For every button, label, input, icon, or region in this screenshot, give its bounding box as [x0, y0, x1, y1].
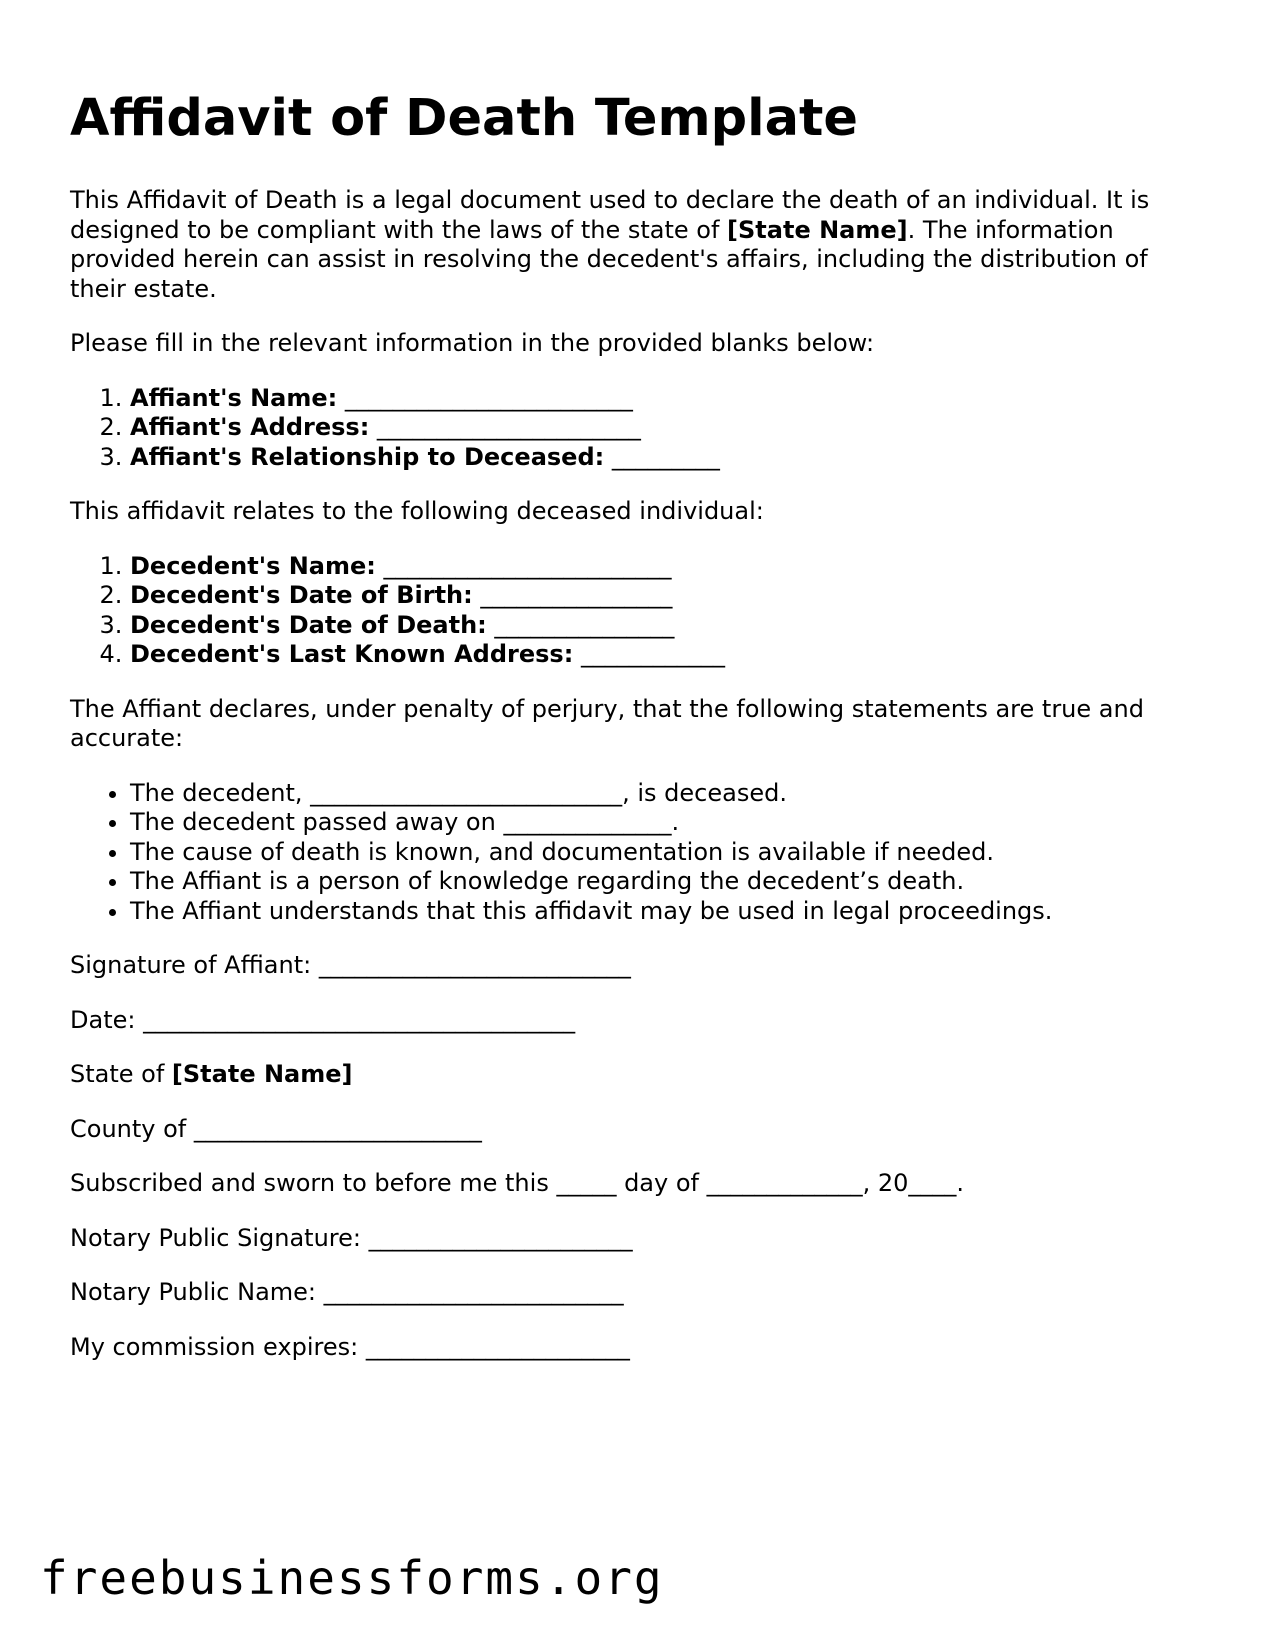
statement-item: • The cause of death is known, and documentation is available if needed.: [130, 838, 1200, 868]
decedent-dob-field: [130, 581, 1200, 611]
state-line: [70, 1060, 1200, 1090]
notary-signature-line: Notary Public Signature: ______________________: [70, 1223, 633, 1252]
statement-item: • The Affiant understands that this affidavit may be used in legal proceedings.: [130, 897, 1200, 927]
decedent-intro: This affidavit relates to the following deceased individual:: [70, 497, 764, 525]
document-page: [70, 88, 1200, 1387]
intro-text-2: . The information provided herein can assist in resolving the decedent's affairs, including the distribution of their estate.: [70, 215, 1148, 303]
affiant-relationship-field: [130, 443, 1200, 473]
statements-list: [70, 779, 1200, 927]
state-prefix: State of: [70, 1060, 172, 1088]
decedent-name-field: [130, 552, 1200, 582]
document-title: Affidavit of Death Template: [70, 89, 859, 148]
field-label: Decedent's Last Known Address:: [130, 640, 574, 668]
sworn-line: Subscribed and sworn to before me this _____ day of _____________, 20____.: [70, 1169, 965, 1197]
intro-state-name: [State Name]: [727, 215, 908, 244]
affiant-fields-list: [70, 384, 1200, 473]
field-blank: ________________________: [337, 383, 633, 412]
signature-line: Signature of Affiant: __________________________: [70, 951, 631, 979]
field-blank: ________________________: [375, 551, 672, 580]
date-line: Date: ____________________________________: [70, 1005, 576, 1034]
field-label: Affiant's Address:: [130, 413, 370, 441]
decedent-dod-field: [130, 611, 1200, 641]
declaration-intro: The Affiant declares, under penalty of perjury, that the following statements are true and accurate:: [70, 694, 1144, 752]
commission-line: My commission expires: ______________________: [70, 1332, 630, 1361]
field-label: Affiant's Name:: [130, 383, 338, 412]
county-line: County of ________________________: [70, 1114, 482, 1143]
intro-text-1: This Affidavit of Death is a legal document used to declare the death of an individual. It is designed to be compliant with the laws of the state of: [70, 186, 1150, 244]
fill-instruction: Please fill in the relevant information in the provided blanks below:: [70, 329, 875, 357]
statement-item: • The decedent passed away on ______________.: [130, 808, 1200, 838]
state-name: [State Name]: [171, 1060, 353, 1088]
field-label: Affiant's Relationship to Deceased:: [130, 442, 605, 471]
field-blank: _________: [604, 442, 720, 471]
field-blank: ________________: [472, 581, 673, 609]
intro-paragraph: [70, 186, 1200, 304]
affiant-address-field: [130, 413, 1200, 443]
field-label: Decedent's Date of Birth:: [130, 581, 473, 609]
footer-watermark: freebusinessforms.org: [40, 1551, 664, 1605]
field-label: Decedent's Name:: [130, 551, 376, 580]
field-blank: ______________________: [369, 413, 641, 441]
notary-name-line: Notary Public Name: _________________________: [70, 1278, 624, 1306]
affiant-name-field: [130, 384, 1200, 414]
decedent-address-field: [130, 640, 1200, 670]
statement-item: • The Affiant is a person of knowledge regarding the decedent’s death.: [130, 867, 1200, 897]
statement-item: • The decedent, __________________________, is deceased.: [130, 779, 1200, 809]
decedent-fields-list: [70, 552, 1200, 670]
field-blank: ____________: [573, 640, 725, 668]
field-label: Decedent's Date of Death:: [130, 610, 487, 639]
field-blank: _______________: [486, 610, 675, 639]
